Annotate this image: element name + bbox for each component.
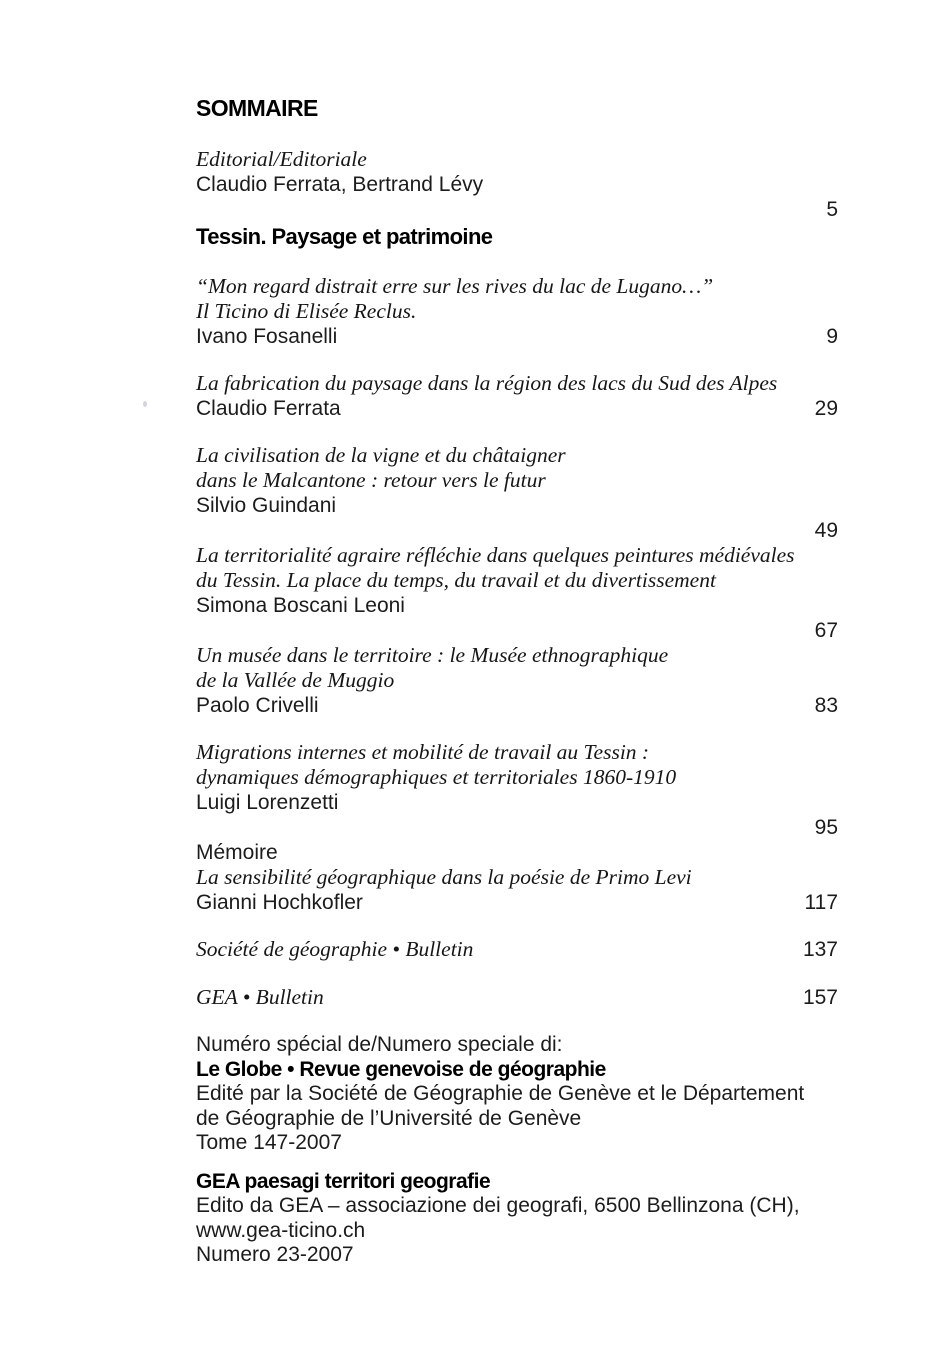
gea-issue-line: Numero 23-2007 (196, 1243, 354, 1266)
memoire-label: Mémoire (196, 841, 278, 864)
special-issue-note: Numéro spécial de/Numero speciale di: (196, 1033, 563, 1056)
globe-publisher-line: Edité par la Société de Géographie de Genève et le Département (196, 1082, 805, 1105)
article-author-row (196, 693, 838, 718)
article-title-line: Migrations internes et mobilité de travail au Tessin : (196, 740, 650, 764)
globe-journal-title: Le Globe • Revue genevoise de géographie (196, 1057, 606, 1081)
page-title: SOMMAIRE (196, 95, 318, 121)
memoire-author: Gianni Hochkofler (196, 891, 363, 914)
toc-entry-article (196, 371, 838, 421)
toc-entry-editorial (196, 147, 838, 222)
editorial-title: Editorial/Editoriale (196, 147, 367, 171)
gea-website: www.gea-ticino.ch (196, 1218, 366, 1242)
article-title-line: Un musée dans le territoire : le Musée ethnographique (196, 643, 669, 667)
gea-publisher-line: Edito da GEA – associazione dei geografi, 6500 Bellinzona (CH), (196, 1194, 800, 1217)
toc-entry-article (196, 643, 838, 718)
bulletin-title: GEA • Bulletin (196, 985, 324, 1009)
section-heading-tessin: Tessin. Paysage et patrimoine (196, 224, 493, 249)
colophon (196, 1033, 838, 1268)
scan-speck-artifact (143, 401, 147, 407)
toc-entry-article (196, 274, 838, 349)
article-author: Luigi Lorenzetti (196, 791, 339, 814)
globe-publisher-line: de Géographie de l’Université de Genève (196, 1106, 582, 1130)
toc-entry-article (196, 443, 838, 543)
toc-content-column (196, 96, 838, 1268)
article-author: Claudio Ferrata (196, 397, 341, 420)
article-page-number: 83 (814, 694, 838, 717)
article-author: Ivano Fosanelli (196, 325, 338, 348)
article-title-line: dans le Malcantone : retour vers le futur (196, 468, 546, 492)
article-page-number: 95 (814, 816, 838, 839)
toc-entry-memoire (196, 840, 838, 915)
article-page-number: 49 (814, 519, 838, 542)
article-author-row (196, 324, 838, 349)
toc-entry-bulletin (196, 937, 838, 962)
article-title-line: La territorialité agraire réfléchie dans quelques peintures médiévales (196, 543, 795, 567)
memoire-page-number: 117 (804, 891, 838, 914)
toc-entry-article (196, 740, 838, 840)
memoire-title: La sensibilité géographique dans la poésie de Primo Levi (196, 865, 692, 889)
bulletin-page-number: 137 (802, 938, 838, 961)
article-title-line: La civilisation de la vigne et du châtaigner (196, 443, 566, 467)
article-title-line: “Mon regard distrait erre sur les rives du lac de Lugano…” (196, 274, 714, 298)
bulletin-page-number: 157 (802, 986, 838, 1009)
article-author: Simona Boscani Leoni (196, 594, 405, 617)
toc-entry-article (196, 543, 838, 643)
globe-volume-line: Tome 147-2007 (196, 1131, 342, 1154)
gea-journal-title: GEA paesagi territori geografie (196, 1169, 491, 1193)
article-page-number: 67 (814, 619, 838, 642)
article-author-row (196, 396, 838, 421)
article-page-number: 29 (814, 397, 838, 420)
editorial-page-number: 5 (826, 198, 838, 221)
article-title-line: La fabrication du paysage dans la région des lacs du Sud des Alpes (196, 371, 778, 395)
article-title-line: du Tessin. La place du temps, du travail et du divertissement (196, 568, 716, 592)
toc-entry-bulletin (196, 985, 838, 1010)
article-author: Paolo Crivelli (196, 694, 319, 717)
article-title-line: Il Ticino di Elisée Reclus. (196, 299, 417, 323)
article-author: Silvio Guindani (196, 494, 337, 517)
article-page-number: 9 (826, 325, 838, 348)
article-title-line: de la Vallée de Muggio (196, 668, 395, 692)
article-title-line: dynamiques démographiques et territoriales 1860-1910 (196, 765, 677, 789)
memoire-author-row (196, 890, 838, 915)
bulletin-title: Société de géographie • Bulletin (196, 937, 474, 961)
editorial-authors: Claudio Ferrata, Bertrand Lévy (196, 173, 484, 196)
